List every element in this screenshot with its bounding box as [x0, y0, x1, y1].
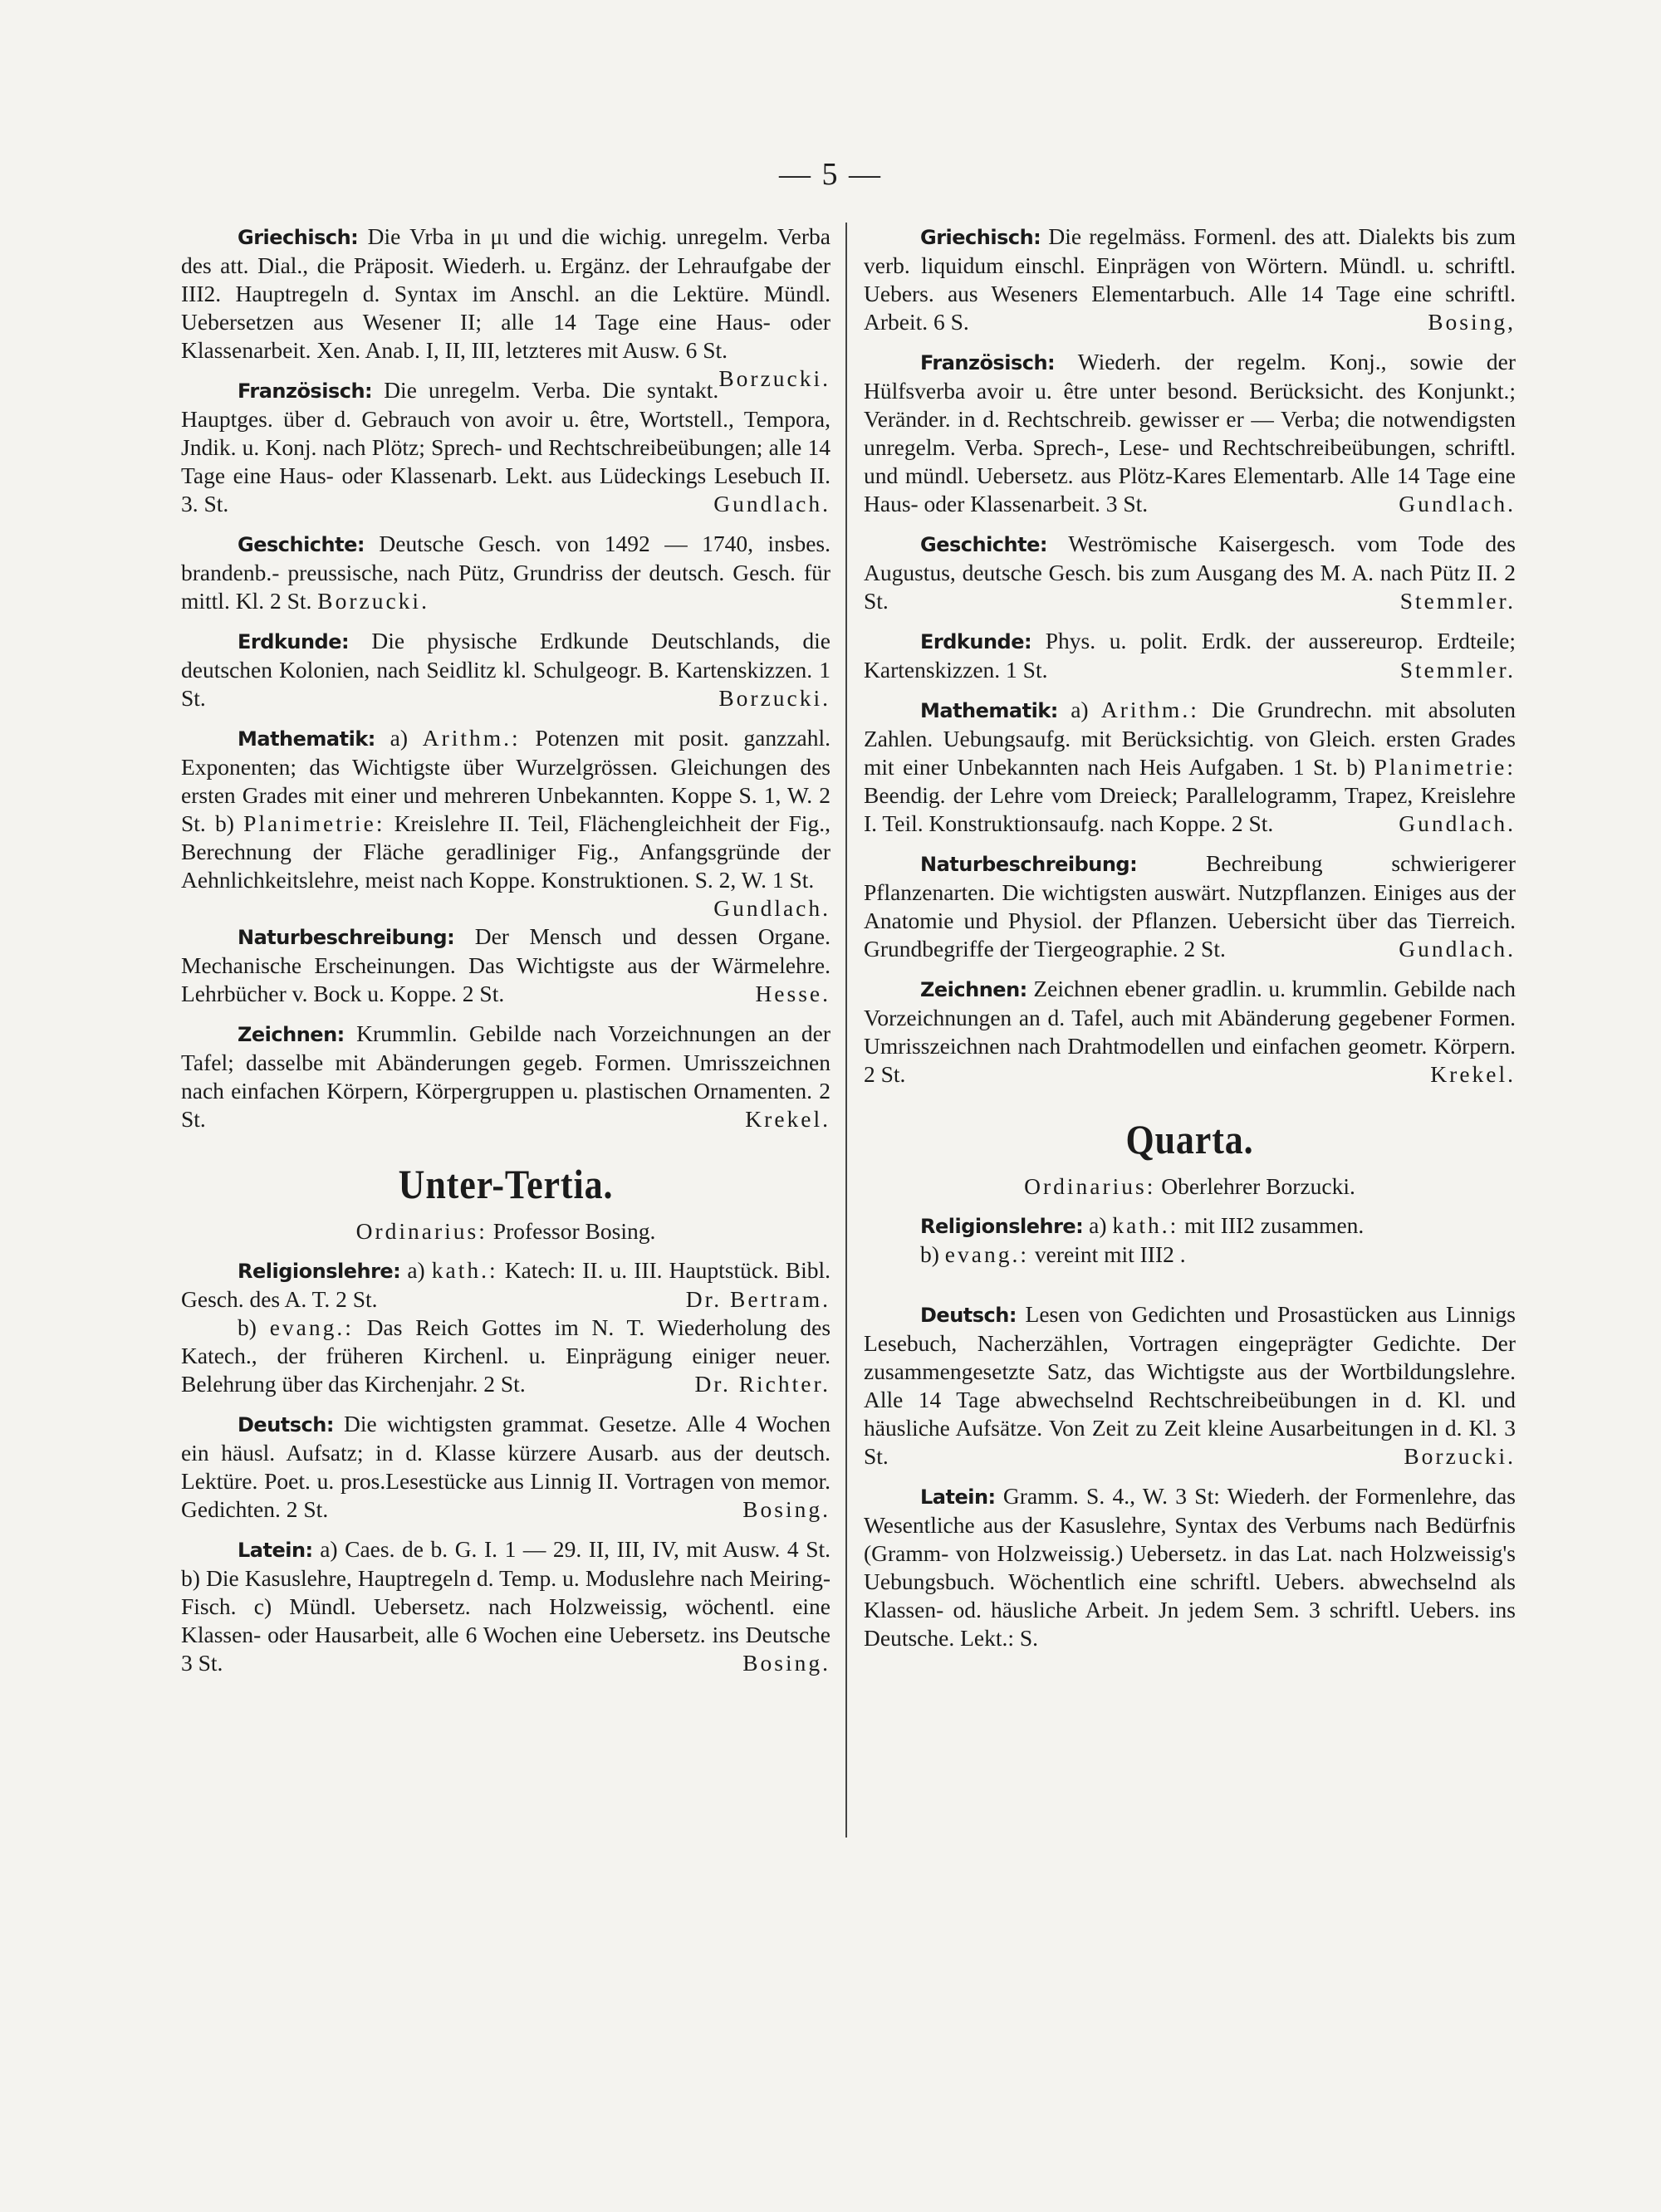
- entry-text: Kreislehre II. Teil, Flächengleichheit der Fig., Berechnung der Fläche geradliniger Fig., Anfangsgründe der Aehnlichkeitslehre, meist nach Koppe. Konstruktionen. S. 2, W. 1 St.: [181, 810, 830, 893]
- entry-text: Gramm. S. 4., W. 3 St: Wiederh. der Formenlehre, das Wesentliche aus der Kasuslehre, Syntax des Verbums nach Bedürfnis (Gramm- von Holzweissig.) Uebersetz. in das Lat. nach Holzweissig's Uebungsbuch. Wöchentlich eine schriftl. Uebers. abwechselnd als Klassen- od. häusliche Arbeit. Jn jedem Sem. 3 schriftl. Uebers. ins Deutsche. Lekt.: S.: [864, 1483, 1516, 1651]
- subject-label: Französisch:: [238, 379, 373, 403]
- entry-text: mit III2 zusammen.: [1184, 1212, 1365, 1238]
- teacher-name: Bosing.: [742, 1496, 830, 1522]
- subject-label: Französisch:: [920, 351, 1056, 374]
- entry-deutsch: [864, 1300, 1516, 1471]
- entry-erdkunde: [181, 627, 830, 712]
- teacher-name: Gundlach.: [713, 895, 830, 921]
- label-a: a): [390, 725, 408, 751]
- label-a: a): [407, 1257, 425, 1283]
- label-b: b): [1346, 754, 1366, 780]
- left-column: [181, 223, 830, 1689]
- right-column: [864, 223, 1516, 1664]
- teacher-name: Hesse.: [755, 981, 830, 1006]
- entry-text: Die Grundrechn. mit absoluten Zahlen. Uebungsaufg. mit Berücksichtig. von Gleich. ersten Grades mit einer Unbekannten nach Heis Aufgaben. 1 St.: [864, 697, 1516, 780]
- ordinarius-line: [864, 1173, 1516, 1200]
- teacher-name: Gundlach.: [1399, 936, 1516, 962]
- entry-latein: [181, 1535, 830, 1677]
- planim-label: Planimetrie:: [243, 810, 385, 836]
- teacher-name: Stemmler.: [1399, 657, 1516, 683]
- entry-naturbeschreibung: [864, 849, 1516, 963]
- entry-text: Krummlin. Gebilde nach Vorzeichnungen an der Tafel; dasselbe mit Abänderungen gegeb. Formen. Umrisszeichnen nach einfachen Körpern, Körpergruppen u. plastischen Ornamenten. 2 St.: [181, 1020, 830, 1132]
- entry-text: Die wichtigsten grammat. Gesetze. Alle 4 Wochen ein häusl. Aufsatz; in d. Klasse kürzere Ausarb. aus der deutsch. Lektüre. Poet. u. pros.Lesestücke aus Linnig II. Vortragen von memor. Gedichten. 2 St.: [181, 1411, 830, 1522]
- teacher-name: Borzucki.: [718, 365, 830, 391]
- entry-franzoesisch: [864, 348, 1516, 518]
- class-heading-unter-tertia: Unter-Tertia.: [398, 1161, 614, 1207]
- subject-label: Erdkunde:: [238, 630, 350, 653]
- entry-text: Bechreibung schwierigerer Pflanzenarten. Die wichtigsten auswärt. Nutzpflanzen. Einiges aus der Anatomie und Physiol. der Pflanzen. Uebersicht über das Tierreich. Grundbegriffe der Tiergeographie. 2 St.: [864, 850, 1516, 962]
- entry-text: Deutsche Gesch. von 1492 — 1740, insbes. brandenb.- preussische, nach Pütz, Grundriss der deutsch. Gesch. für mittl. Kl. 2 St.: [181, 531, 831, 614]
- entry-geschichte: [181, 530, 830, 615]
- entry-text: Potenzen mit posit. ganzzahl. Exponenten; das Wichtigste über Wurzelgrössen. Gleichungen des ersten Grades mit einer und mehreren Unbekannten. Koppe S. 1, W. 2 St.: [181, 725, 831, 836]
- subject-label: Deutsch:: [920, 1304, 1017, 1327]
- label-b: b): [920, 1241, 939, 1267]
- teacher-name: Gundlach.: [713, 491, 830, 516]
- entry-text: vereint mit III2 .: [1034, 1241, 1186, 1267]
- ordinarius-name: Oberlehrer Borzucki.: [1161, 1173, 1355, 1199]
- entry-text: Lesen von Gedichten und Prosastücken aus Linnigs Lesebuch, Nacherzählen, Vortragen eingeprägter Gedichte. Der zusammengesetzte Satz, das Wichtigste aus der Wortbildungslehre. Alle 14 Tage abwechselnd Rechtschreibeübungen in d. Kl. und häusliche Aufsätze. Von Zeit zu Zeit kleine Ausarbeitungen in d. Kl. 3 St.: [864, 1301, 1516, 1469]
- entry-naturbeschreibung: [181, 922, 830, 1008]
- entry-text: Weströmische Kaisergesch. vom Tode des Augustus, deutsche Gesch. bis zum Ausgang des M. A. nach Pütz II. 2 St.: [864, 531, 1516, 614]
- entry-text: a) Caes. de b. G. I. 1 — 29. II, III, IV, mit Ausw. 4 St. b) Die Kasuslehre, Hauptregeln d. Temp. u. Moduslehre nach Meiring-Fisch. c) Mündl. Uebersetz. nach Holzweissig, wöchentl. eine Klassen- oder Hausarbeit, alle 6 Wochen eine Uebersetz. ins Deutsche 3 St.: [181, 1536, 831, 1676]
- teacher-name: Dr. Richter.: [694, 1371, 830, 1397]
- ordinarius-label: Ordinarius:: [1024, 1173, 1156, 1199]
- subject-label: Griechisch:: [238, 226, 359, 249]
- teacher-name: Dr. Bertram.: [685, 1286, 830, 1312]
- ordinarius-name: Professor Bosing.: [492, 1218, 656, 1244]
- kath-label: kath.:: [431, 1257, 498, 1283]
- subject-label: Geschichte:: [238, 533, 365, 556]
- class-heading-quarta: Quarta.: [1125, 1116, 1254, 1162]
- subject-label: Zeichnen:: [238, 1023, 345, 1046]
- subject-label: Deutsch:: [238, 1413, 334, 1436]
- entry-text: Die unregelm. Verba. Die syntakt. Hauptges. über d. Gebrauch von avoir u. être, Wortstell., Tempora, Jndik. u. Konj. nach Plötz; Sprech- und Rechtschreibeübungen; alle 14 Tage eine Haus- oder Klassenarb. Lekt. aus Lüdeckings Lesebuch II. 3. St.: [181, 377, 830, 516]
- entry-franzoesisch: [181, 376, 830, 518]
- subject-label: Griechisch:: [920, 226, 1041, 249]
- teacher-name: Stemmler.: [1399, 588, 1516, 614]
- entry-text: Der Mensch und dessen Organe. Mechanische Erscheinungen. Das Wichtigste aus der Wärmelehre. Lehrbücher v. Bock u. Koppe. 2 St.: [181, 923, 830, 1006]
- label-a: a): [1089, 1212, 1107, 1238]
- subject-label: Mathematik:: [920, 699, 1058, 722]
- entry-text: Wiederh. der regelm. Konj., sowie der Hülfsverba avoir u. être unter besond. Berücksicht. des Konjunkt.; Veränder. in d. Rechtschreib. gewisser er — Verba; die notwendigsten unregelm. Verba. Sprech-, Lese- und Rechtschreibeübungen, schriftl. und mündl. Uebersetz. aus Plötz-Kares Elementarb. Alle 14 Tage eine Haus- oder Klassenarbeit. 3 St.: [864, 349, 1516, 516]
- page-number: — 5 —: [779, 157, 882, 192]
- teacher-name: Bosing.: [742, 1650, 830, 1676]
- teacher-name: Borzucki.: [1404, 1443, 1516, 1469]
- entry-mathematik: [864, 696, 1516, 838]
- arithm-label: Arithm.:: [422, 725, 521, 751]
- subject-label: Naturbeschreibung:: [238, 926, 455, 949]
- teacher-name: Bosing,: [1428, 309, 1516, 335]
- subject-label: Erdkunde:: [920, 630, 1032, 653]
- entry-text: Beendig. der Lehre vom Dreieck; Parallelogramm, Trapez, Kreislehre I. Teil. Konstruktionsaufg. nach Koppe. 2 St.: [864, 782, 1516, 836]
- entry-zeichnen: [181, 1020, 830, 1133]
- label-a: a): [1071, 697, 1089, 722]
- subject-label: Latein:: [238, 1539, 313, 1562]
- entry-latein: [864, 1482, 1516, 1652]
- teacher-name: Krekel.: [1430, 1061, 1516, 1087]
- evang-label: evang.:: [269, 1314, 354, 1340]
- teacher-name: Borzucki.: [317, 588, 429, 614]
- evang-label: evang.:: [944, 1241, 1029, 1267]
- label-b: b): [214, 810, 234, 836]
- teacher-name: Gundlach.: [1399, 810, 1516, 836]
- entry-deutsch: [181, 1410, 830, 1524]
- entry-religionslehre: [864, 1211, 1516, 1269]
- kath-label: kath.:: [1112, 1212, 1179, 1238]
- teacher-name: Krekel.: [745, 1106, 830, 1132]
- subject-label: Mathematik:: [238, 727, 375, 751]
- entry-zeichnen: [864, 975, 1516, 1089]
- subject-label: Geschichte:: [920, 533, 1047, 556]
- subject-label: Religionslehre:: [238, 1260, 401, 1283]
- teacher-name: Gundlach.: [1399, 491, 1516, 516]
- entry-text: Phys. u. polit. Erdk. der aussereurop. Erdteile; Kartenskizzen. 1 St.: [864, 628, 1516, 683]
- entry-religionslehre: [181, 1256, 830, 1398]
- entry-text: Die regelmäss. Formenl. des att. Dialekts bis zum verb. liquidum einschl. Einprägen von Wörtern. Mündl. u. schriftl. Uebers. aus Weseners Elementarbuch. Alle 14 Tage eine schriftl. Arbeit. 6 S.: [864, 223, 1516, 335]
- entry-text: Katech: II. u. III. Hauptstück. Bibl. Gesch. des A. T. 2 St.: [181, 1257, 831, 1312]
- entry-text: Zeichnen ebener gradlin. u. krummlin. Gebilde nach Vorzeichnungen an d. Tafel, auch mit Abänderung gegebener Formen. Umrisszeichnen nach Drahtmodellen und einfachen geometr. Körpern. 2 St.: [864, 976, 1516, 1087]
- entry-mathematik: [181, 724, 831, 921]
- planim-label: Planimetrie:: [1374, 754, 1516, 780]
- column-divider: [845, 223, 847, 1838]
- entry-erdkunde: [864, 627, 1516, 684]
- subject-label: Naturbeschreibung:: [920, 853, 1138, 876]
- label-b: b): [238, 1314, 257, 1340]
- entry-griechisch: [864, 223, 1516, 336]
- entry-text: Die physische Erdkunde Deutschlands, die deutschen Kolonien, nach Seidlitz kl. Schulgeogr. B. Kartenskizzen. 1 St.: [181, 628, 830, 711]
- arithm-label: Arithm.:: [1100, 697, 1199, 722]
- entry-text: Das Reich Gottes im N. T. Wiederholung des Katech., der früheren Kirchenl. u. Einprägung einiger neuer. Belehrung über das Kirchenjahr. 2 St.: [181, 1314, 831, 1397]
- teacher-name: Borzucki.: [718, 685, 830, 711]
- entry-geschichte: [864, 530, 1516, 615]
- subject-label: Zeichnen:: [920, 978, 1027, 1001]
- ordinarius-line: [181, 1218, 830, 1245]
- subject-label: Religionslehre:: [920, 1215, 1084, 1238]
- subject-label: Latein:: [920, 1485, 996, 1509]
- ordinarius-label: Ordinarius:: [355, 1218, 488, 1244]
- entry-text: Die Vrba in μι und die wichig. unregelm. Verba des att. Dial., die Präposit. Wiederh. u. Ergänz. der Lehraufgabe der III2. Hauptregeln d. Syntax im Anschl. an die Lektüre. Mündl. Uebersetzen aus Wesener II; alle 14 Tage eine Haus- oder Klassenarbeit. Xen. Anab. I, II, III, letzteres mit Ausw. 6 St.: [181, 223, 831, 363]
